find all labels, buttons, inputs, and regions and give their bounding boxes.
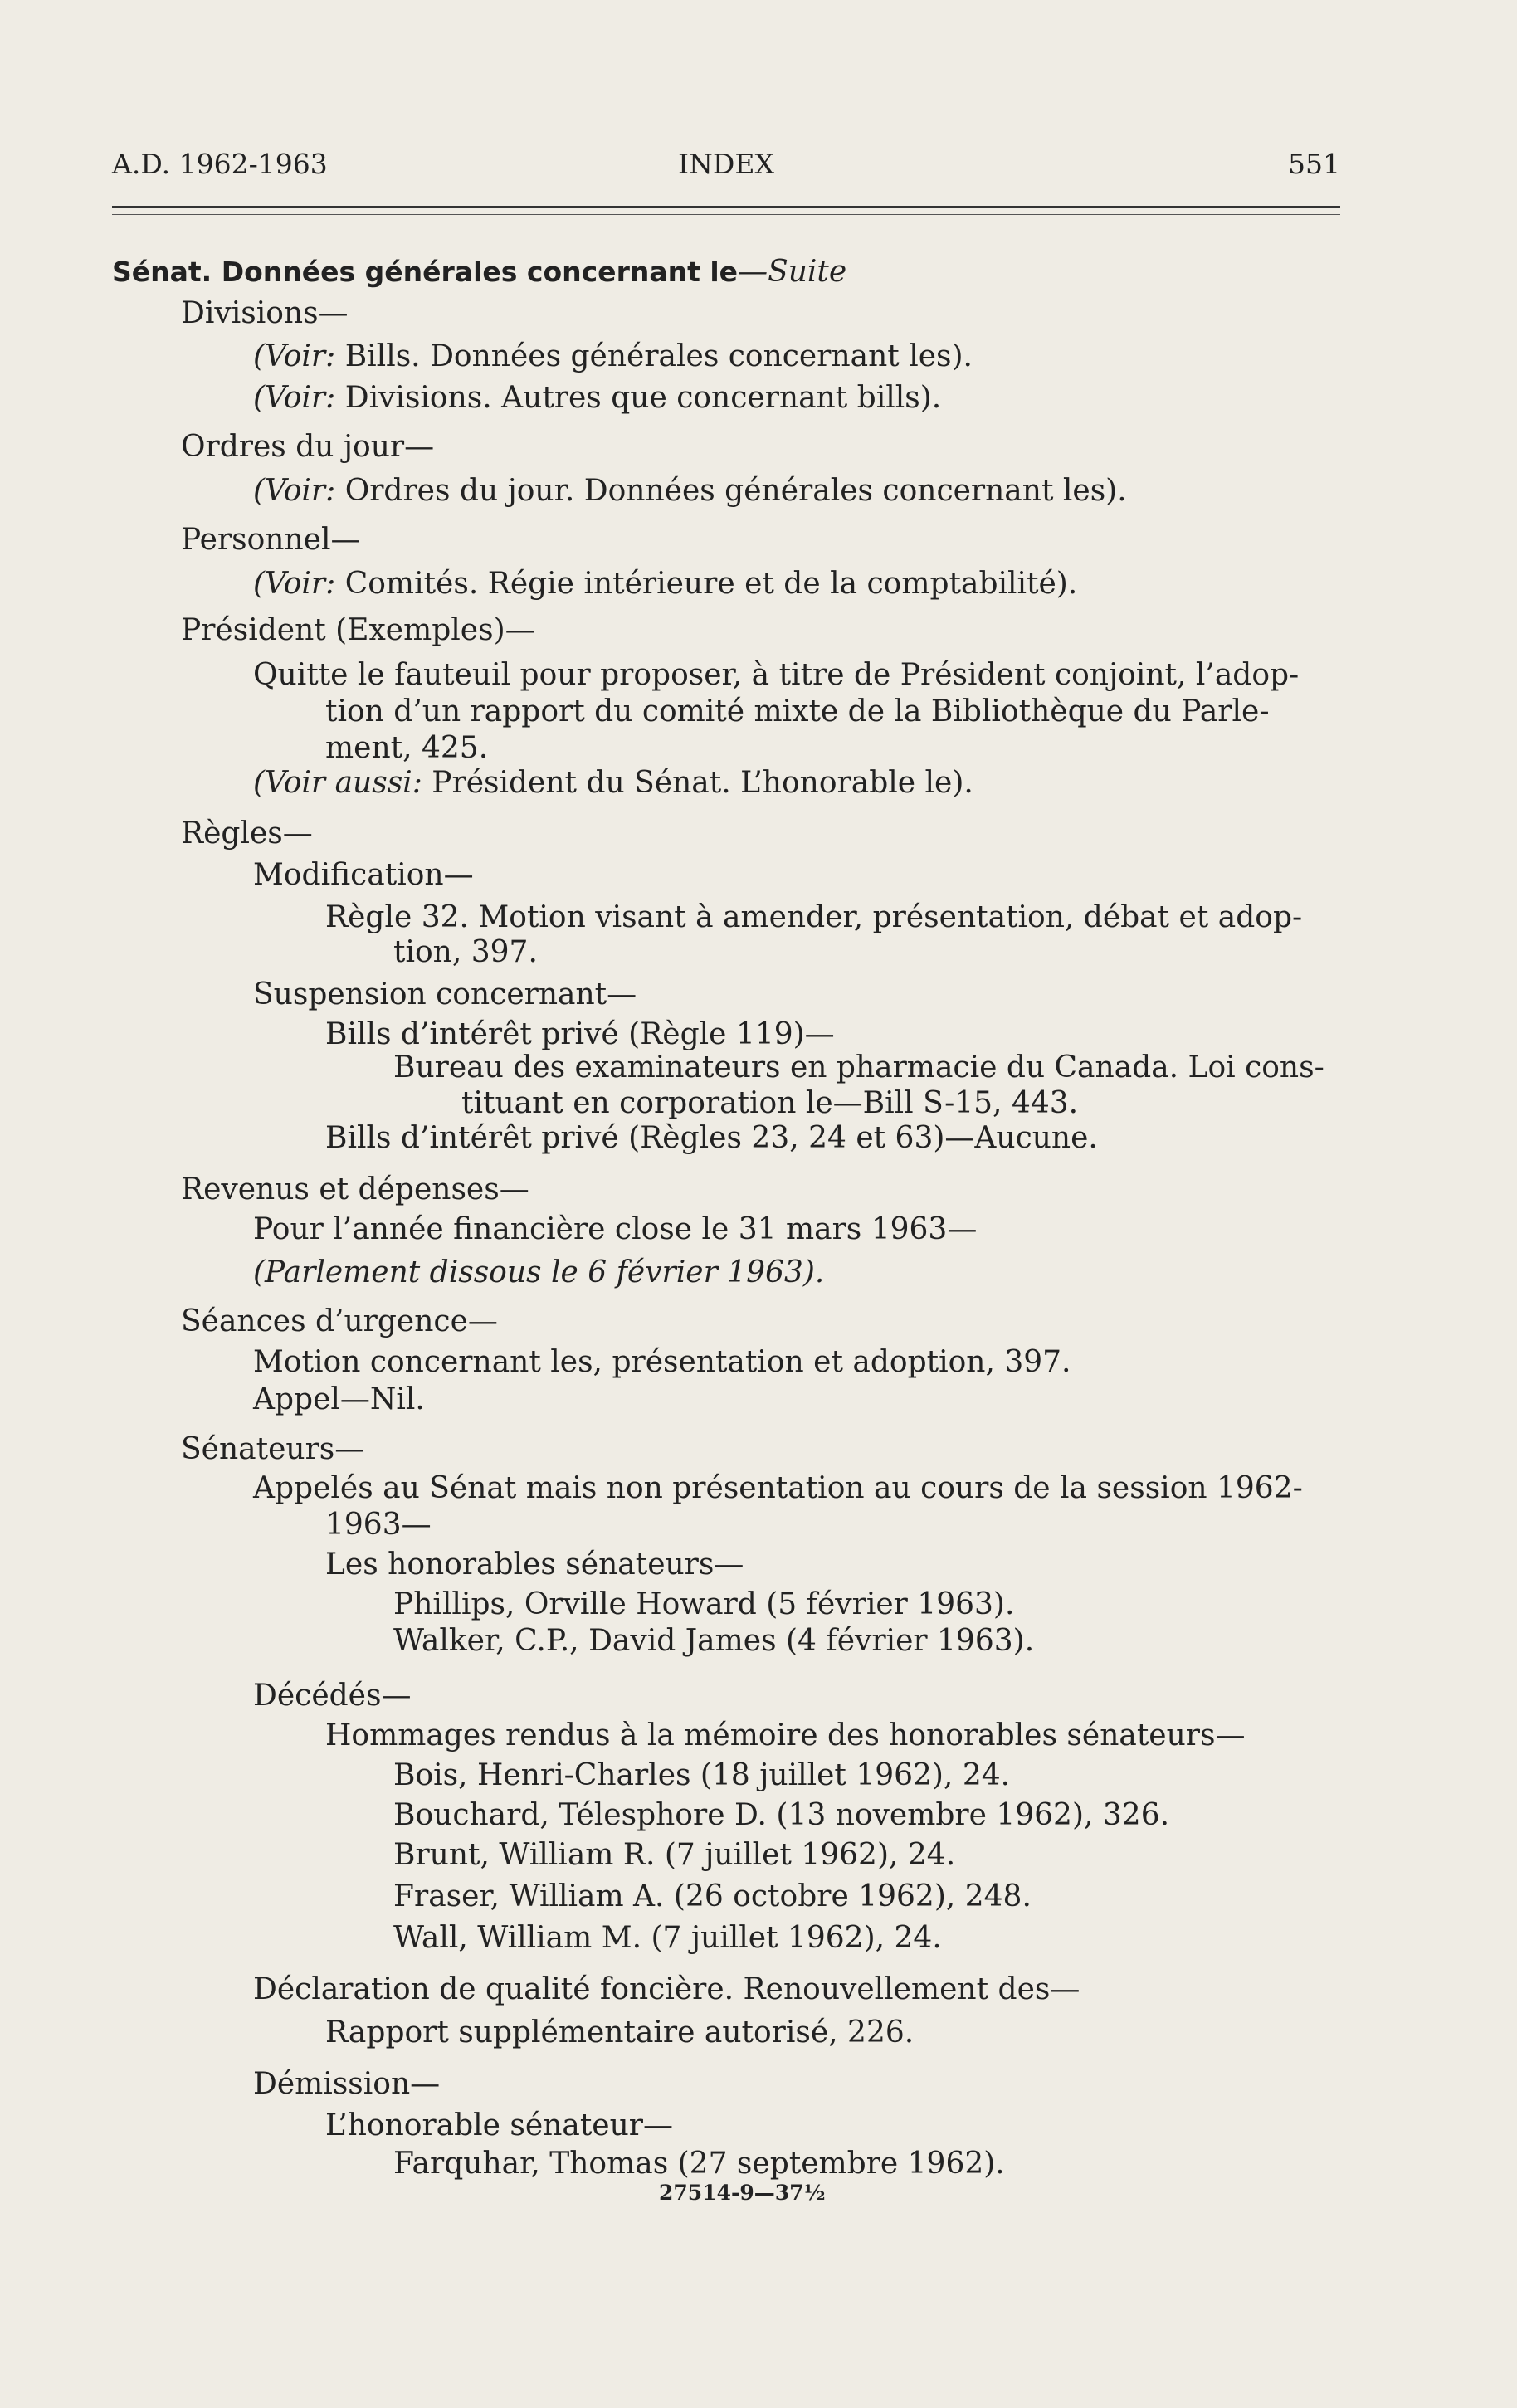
- president-text-line1: Quitte le fauteuil pour proposer, à titre de Président conjoint, l’adop-: [253, 658, 1300, 692]
- senator-bouchard: Bouchard, Télesphore D. (13 novembre 1962), 326.: [393, 1798, 1170, 1832]
- rapport-text: Rapport supplémentaire autorisé, 226.: [325, 2016, 915, 2050]
- modification-line1: Règle 32. Motion visant à amender, présentation, débat et adop-: [325, 900, 1303, 934]
- appeles-line1: Appelés au Sénat mais non présentation au cours de la session 1962-: [253, 1471, 1303, 1505]
- senator-wall: Wall, William M. (7 juillet 1962), 24.: [393, 1921, 942, 1955]
- footer-code: 27514-9—37½: [659, 2181, 826, 2205]
- honorable-senateur-label: L’honorable sénateur—: [325, 2108, 674, 2142]
- ref-text: Bills. Données générales concernant les).: [335, 339, 973, 373]
- divisions-ref-1: [253, 339, 973, 375]
- senator-fraser: Fraser, William A. (26 octobre 1962), 248.: [393, 1879, 1032, 1913]
- entry-heading-text: Sénat. Données générales concernant le: [112, 256, 739, 288]
- ref-text: Président du Sénat. L’honorable le).: [422, 766, 973, 800]
- bills-119: Bills d’intérêt privé (Règle 119)—: [325, 1017, 835, 1051]
- seances-appel: Appel—Nil.: [253, 1382, 425, 1416]
- senator-bois: Bois, Henri-Charles (18 juillet 1962), 24.: [393, 1758, 1011, 1792]
- ordres-label: Ordres du jour—: [181, 430, 435, 464]
- les-honorables-label: Les honorables sénateurs—: [325, 1548, 744, 1582]
- bills-23: Bills d’intérêt privé (Règles 23, 24 et 63)—Aucune.: [325, 1121, 1098, 1155]
- ref-text: Comités. Régie intérieure et de la comptabilité).: [335, 567, 1078, 601]
- page-number: 551: [1288, 148, 1340, 180]
- entry-heading-suite: —Suite: [738, 255, 847, 289]
- hommages-label: Hommages rendus à la mémoire des honorables sénateurs—: [325, 1718, 1246, 1752]
- revenus-label: Revenus et dépenses—: [181, 1172, 529, 1206]
- seances-label: Séances d’urgence—: [181, 1304, 498, 1338]
- divisions-label: Divisions—: [181, 296, 349, 330]
- voir-label: (Voir:: [253, 474, 336, 508]
- bureau-line2: tituant en corporation le—Bill S-15, 443.: [461, 1086, 1079, 1120]
- modification-label: Modification—: [253, 858, 474, 892]
- dissous-text: (Parlement dissous le 6 février 1963).: [253, 1255, 825, 1289]
- senator-farquhar: Farquhar, Thomas (27 septembre 1962).: [393, 2147, 1005, 2181]
- personnel-label: Personnel—: [181, 523, 361, 557]
- declaration-label: Déclaration de qualité foncière. Renouvellement des—: [253, 1972, 1080, 2006]
- senateurs-label: Sénateurs—: [181, 1432, 365, 1466]
- ref-text: Divisions. Autres que concernant bills).: [335, 381, 942, 415]
- president-text-line3: ment, 425.: [325, 731, 489, 765]
- personnel-ref: [253, 566, 1077, 602]
- senator-phillips: Phillips, Orville Howard (5 février 1963).: [393, 1587, 1015, 1621]
- ref-text: Ordres du jour. Données générales concernant les).: [335, 474, 1127, 508]
- president-label: Président (Exemples)—: [181, 613, 535, 647]
- modification-line2: tion, 397.: [393, 935, 538, 969]
- ordres-ref: [253, 473, 1127, 509]
- divisions-ref-2: [253, 380, 941, 417]
- senator-brunt: Brunt, William R. (7 juillet 1962), 24.: [393, 1838, 956, 1872]
- voir-label: (Voir:: [253, 339, 336, 373]
- header-title: INDEX: [678, 148, 774, 180]
- president-ref: [253, 765, 973, 802]
- header-year: A.D. 1962-1963: [112, 148, 328, 180]
- voir-aussi-label: (Voir aussi:: [253, 766, 422, 800]
- senator-walker: Walker, C.P., David James (4 février 1963).: [393, 1624, 1035, 1658]
- revenus-dissous: [253, 1255, 824, 1291]
- suspension-label: Suspension concernant—: [253, 977, 637, 1011]
- voir-label: (Voir:: [253, 381, 336, 415]
- seances-motion: Motion concernant les, présentation et adoption, 397.: [253, 1345, 1071, 1379]
- running-header: [112, 148, 1340, 189]
- header-rule-thin: [112, 214, 1340, 215]
- decedes-label: Décédés—: [253, 1679, 412, 1713]
- entry-heading: [112, 254, 846, 290]
- demission-label: Démission—: [253, 2067, 441, 2101]
- header-rule: [112, 206, 1340, 208]
- president-text-line2: tion d’un rapport du comité mixte de la Bibliothèque du Parle-: [325, 695, 1270, 729]
- voir-label: (Voir:: [253, 567, 336, 601]
- revenus-annee: Pour l’année financière close le 31 mars 1963—: [253, 1212, 978, 1246]
- bureau-line1: Bureau des examinateurs en pharmacie du Canada. Loi cons-: [393, 1050, 1324, 1085]
- regles-label: Règles—: [181, 816, 313, 851]
- appeles-line2: 1963—: [325, 1508, 432, 1542]
